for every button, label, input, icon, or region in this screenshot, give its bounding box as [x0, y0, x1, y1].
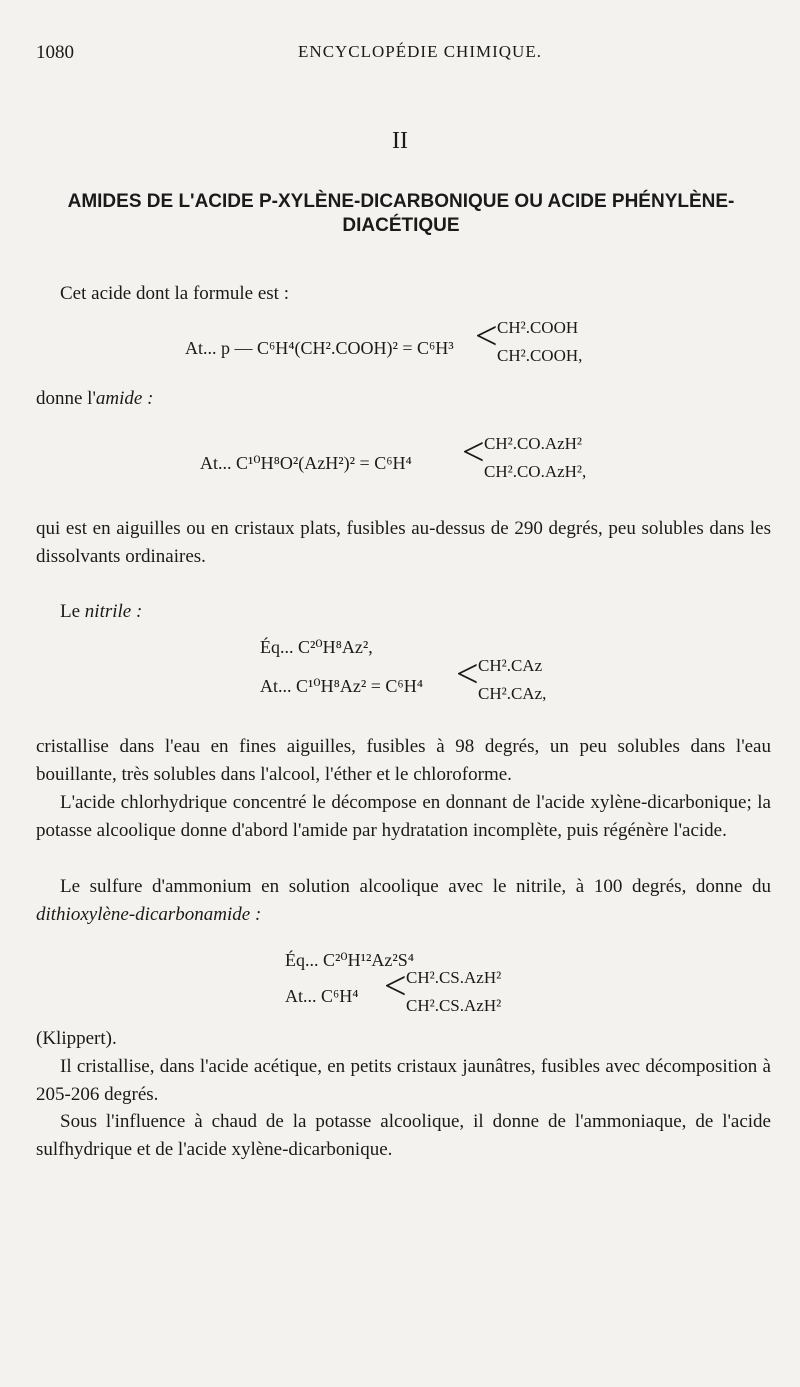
- formula-2-left: At... C¹⁰H⁸O²(AzH²)² = C⁶H⁴: [200, 453, 412, 473]
- formula-3-eq: Éq... C²⁰H⁸Az²,: [260, 637, 373, 657]
- formula-4-bottom: CH².CS.AzH²: [406, 996, 502, 1015]
- formula-2-top: CH².CO.AzH²: [484, 434, 583, 453]
- amide-word: amide :: [95, 388, 154, 409]
- formula-3-top: CH².CAz: [478, 656, 543, 675]
- sulfure-italic: dithioxylène-dicarbonamide :: [36, 904, 262, 925]
- paragraph-cristallise: Il cristallise, dans l'acide acétique, en petits cristaux jaunâtres, fusibles avec décomposition à 205-206 degrés.: [36, 1056, 771, 1105]
- paragraph-klippert: (Klippert).: [36, 1028, 117, 1049]
- paragraph-potasse: Sous l'influence à chaud de la potasse alcoolique, il donne de l'ammoniaque, de l'acide sulfhydrique et de l'acide xylène-dicarbonique.: [36, 1111, 771, 1160]
- formula-4-eq: Éq... C²⁰H¹²Az²S⁴: [285, 950, 415, 970]
- paragraph-nitrile-props: cristallise dans l'eau en fines aiguilles, fusibles à 98 degrés, un peu solubles dans l'eau bouillante, très solubles dans l'alcool, l'éther et le chloroforme.: [36, 736, 771, 785]
- nitrile-word: nitrile :: [84, 601, 143, 622]
- fork-symbol: <: [384, 963, 407, 1008]
- formula-1-top: CH².COOH: [497, 318, 579, 337]
- sulfure-text: Le sulfure d'ammonium en solution alcoolique avec le nitrile, à 100 degrés, donne du: [60, 876, 771, 897]
- formula-1-bottom: CH².COOH,: [497, 346, 583, 365]
- formula-3-bottom: CH².CAz,: [478, 684, 547, 703]
- formula-2-bottom: CH².CO.AzH²,: [484, 462, 587, 481]
- formula-4-left: At... C⁶H⁴: [285, 986, 359, 1006]
- fork-symbol: <: [456, 651, 479, 696]
- paragraph-amide: [36, 385, 771, 413]
- paragraph-crystals: qui est en aiguilles ou en cristaux plats, fusibles au-dessus de 290 degrés, peu solubles dans les dissolvants ordinaires.: [36, 518, 771, 567]
- fork-symbol: <: [462, 429, 485, 474]
- section-title: AMIDES DE L'ACIDE P-XYLÈNE-DICARBONIQUE OU ACIDE PHÉNYLÈNE-DIACÉTIQUE: [67, 191, 735, 236]
- section-number: II: [392, 128, 408, 154]
- paragraph-hcl: L'acide chlorhydrique concentré le décompose en donnant de l'acide xylène-dicarbonique; la potasse alcoolique donne d'abord l'amide par hydratation incomplète, puis régénère l'acide.: [36, 792, 771, 841]
- paragraph-nitrile-label: [36, 598, 771, 626]
- amide-intro-text: donne l': [36, 388, 96, 409]
- formula-1-left: At... p — C⁶H⁴(CH².COOH)² = C⁶H³: [185, 338, 454, 358]
- running-title: ENCYCLOPÉDIE CHIMIQUE.: [298, 42, 542, 61]
- paragraph-intro: Cet acide dont la formule est :: [60, 283, 289, 304]
- fork-symbol: <: [475, 313, 498, 358]
- page-number: 1080: [36, 42, 74, 63]
- formula-3-left: At... C¹⁰H⁸Az² = C⁶H⁴: [260, 676, 423, 696]
- nitrile-label-text: Le: [60, 601, 85, 622]
- paragraph-sulfure: [36, 873, 771, 929]
- formula-4-top: CH².CS.AzH²: [406, 968, 502, 987]
